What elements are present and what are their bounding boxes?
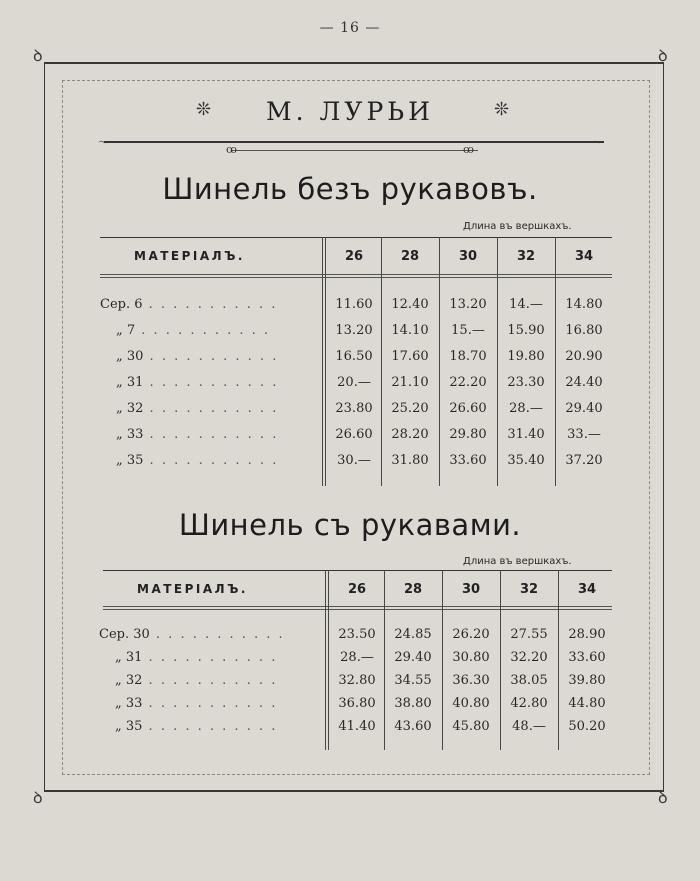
price-cell: 31.40: [507, 427, 545, 442]
column-header: 32: [516, 249, 536, 264]
price-cell: 31.80: [391, 453, 429, 468]
price-cell: 14.10: [391, 323, 429, 338]
row-label: [115, 673, 277, 688]
leader-dots: . . . . . . . . . . .: [142, 673, 278, 688]
price-cell: 23.50: [338, 627, 376, 642]
price-cell: 38.05: [510, 673, 548, 688]
price-cell: 43.60: [394, 719, 432, 734]
price-cell: 38.80: [394, 696, 432, 711]
column-header: 34: [577, 582, 597, 597]
price-cell: 26.60: [449, 401, 487, 416]
row-label-text: „ 31: [115, 650, 143, 665]
price-cell: 29.40: [394, 650, 432, 665]
row-label-text: „ 32: [115, 673, 143, 688]
row-label: [116, 323, 270, 338]
price-cell: 28.—: [509, 401, 543, 416]
column-header: 30: [458, 249, 478, 264]
price-cell: 25.20: [391, 401, 429, 416]
row-label-text: „ 30: [116, 349, 144, 364]
price-cell: 22.20: [449, 375, 487, 390]
price-cell: 33.60: [449, 453, 487, 468]
material-header: МАТЕРІАЛЪ.: [137, 582, 248, 596]
price-cell: 14.—: [509, 297, 543, 312]
leader-dots: . . . . . . . . . . .: [143, 427, 279, 442]
leader-dots: . . . . . . . . . . .: [135, 323, 271, 338]
material-header: МАТЕРІАЛЪ.: [134, 249, 245, 263]
price-cell: 18.70: [449, 349, 487, 364]
price-cell: 50.20: [568, 719, 606, 734]
column-header: 32: [519, 582, 539, 597]
row-label-text: Сер. 30: [99, 627, 150, 642]
price-cell: 13.20: [335, 323, 373, 338]
unit-label: Длина въ вершкахъ.: [463, 221, 572, 232]
price-cell: 23.80: [335, 401, 373, 416]
price-cell: 37.20: [565, 453, 603, 468]
price-cell: 39.80: [568, 673, 606, 688]
price-cell: 28.—: [340, 650, 374, 665]
price-cell: 24.40: [565, 375, 603, 390]
row-label-text: „ 35: [116, 453, 144, 468]
corner-scroll-icon: ꝺ: [33, 788, 43, 807]
firm-name: М. ЛУРЬИ: [266, 97, 434, 126]
flourish-icon: ꝏ: [226, 143, 237, 156]
flourish-icon: 〜: [592, 136, 603, 149]
row-label: [115, 650, 277, 665]
price-table-without-sleeves: [100, 237, 612, 489]
column-header: 30: [461, 582, 481, 597]
row-label-text: „ 7: [116, 323, 136, 338]
price-cell: 16.80: [565, 323, 603, 338]
price-cell: 29.40: [565, 401, 603, 416]
price-cell: 21.10: [391, 375, 429, 390]
table-title: Шинель безъ рукавовъ.: [162, 172, 538, 206]
price-cell: 40.80: [452, 696, 490, 711]
price-cell: 23.30: [507, 375, 545, 390]
ornament-star-icon: ❊: [196, 99, 212, 120]
price-cell: 32.20: [510, 650, 548, 665]
price-cell: 24.85: [394, 627, 432, 642]
price-table-with-sleeves: [99, 570, 612, 752]
row-label: [115, 696, 277, 711]
price-cell: 34.55: [394, 673, 432, 688]
row-label-text: „ 32: [116, 401, 144, 416]
price-cell: 36.30: [452, 673, 490, 688]
price-cell: 45.80: [452, 719, 490, 734]
decorative-rule: [104, 141, 604, 143]
row-label-text: „ 35: [115, 719, 143, 734]
column-header: 28: [400, 249, 420, 264]
price-cell: 15.90: [507, 323, 545, 338]
flourish-icon: ꝏ: [463, 143, 474, 156]
price-cell: 11.60: [335, 297, 373, 312]
price-cell: 19.80: [507, 349, 545, 364]
price-cell: 26.60: [335, 427, 373, 442]
price-cell: 17.60: [391, 349, 429, 364]
price-cell: 14.80: [565, 297, 603, 312]
leader-dots: . . . . . . . . . . .: [143, 453, 279, 468]
price-cell: 33.60: [568, 650, 606, 665]
price-cell: 20.90: [565, 349, 603, 364]
leader-dots: . . . . . . . . . . .: [142, 297, 278, 312]
firm-header: [0, 97, 700, 127]
row-label: [116, 375, 278, 390]
row-label: [99, 627, 285, 642]
decorative-subrule: [232, 150, 478, 151]
row-label: [116, 349, 278, 364]
unit-label: Длина въ вершкахъ.: [463, 556, 572, 567]
price-cell: 28.20: [391, 427, 429, 442]
flourish-icon: 〜: [98, 136, 109, 149]
row-label-text: Сер. 6: [100, 297, 143, 312]
leader-dots: . . . . . . . . . . .: [142, 719, 278, 734]
price-cell: 30.—: [337, 453, 371, 468]
page-number: — 16 —: [319, 20, 381, 36]
price-cell: 26.20: [452, 627, 490, 642]
price-cell: 41.40: [338, 719, 376, 734]
row-label: [116, 401, 278, 416]
corner-scroll-icon: ꝺ: [658, 46, 668, 65]
leader-dots: . . . . . . . . . . .: [143, 375, 279, 390]
price-cell: 20.—: [337, 375, 371, 390]
price-cell: 16.50: [335, 349, 373, 364]
row-label: [116, 427, 278, 442]
leader-dots: . . . . . . . . . . .: [142, 696, 278, 711]
price-cell: 36.80: [338, 696, 376, 711]
row-label: [100, 297, 277, 312]
column-header: 26: [344, 249, 364, 264]
price-cell: 29.80: [449, 427, 487, 442]
price-cell: 13.20: [449, 297, 487, 312]
column-header: 34: [574, 249, 594, 264]
leader-dots: . . . . . . . . . . .: [149, 627, 285, 642]
price-cell: 15.—: [451, 323, 485, 338]
price-cell: 48.—: [512, 719, 546, 734]
row-label: [115, 719, 277, 734]
price-cell: 44.80: [568, 696, 606, 711]
ornament-star-icon: ❊: [494, 99, 510, 120]
leader-dots: . . . . . . . . . . .: [142, 650, 278, 665]
leader-dots: . . . . . . . . . . .: [143, 349, 279, 364]
leader-dots: . . . . . . . . . . .: [143, 401, 279, 416]
price-cell: 42.80: [510, 696, 548, 711]
price-cell: 27.55: [510, 627, 548, 642]
row-label: [116, 453, 278, 468]
row-label-text: „ 33: [116, 427, 144, 442]
row-label-text: „ 31: [116, 375, 144, 390]
price-cell: 32.80: [338, 673, 376, 688]
price-cell: 35.40: [507, 453, 545, 468]
price-cell: 33.—: [567, 427, 601, 442]
price-cell: 12.40: [391, 297, 429, 312]
price-cell: 30.80: [452, 650, 490, 665]
column-header: 28: [403, 582, 423, 597]
row-label-text: „ 33: [115, 696, 143, 711]
column-header: 26: [347, 582, 367, 597]
table-title: Шинель съ рукавами.: [178, 508, 522, 542]
corner-scroll-icon: ꝺ: [658, 788, 668, 807]
price-cell: 28.90: [568, 627, 606, 642]
corner-scroll-icon: ꝺ: [33, 46, 43, 65]
